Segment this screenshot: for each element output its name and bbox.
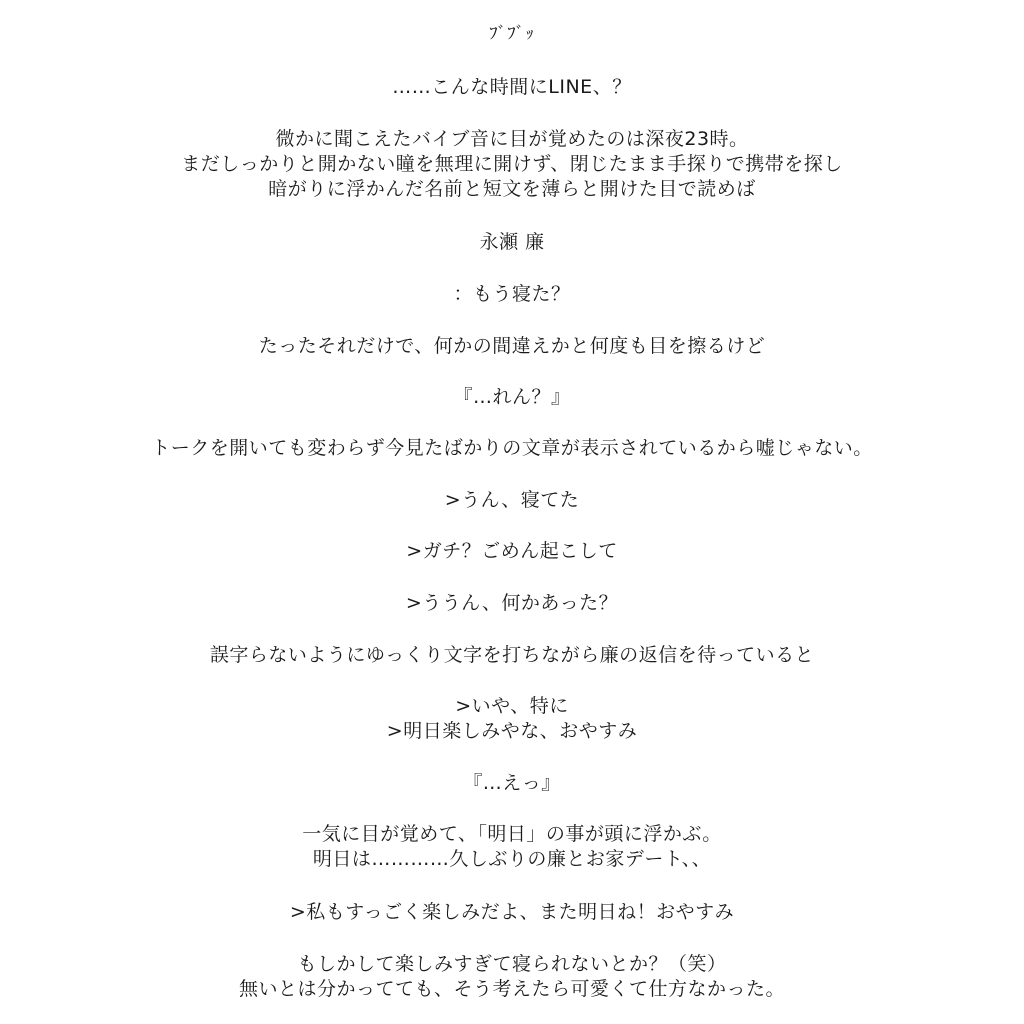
sound-effect-text: ﾌﾞﾌﾞｯ xyxy=(489,24,535,44)
dialogue-line: 『…れん？』 xyxy=(453,386,571,408)
story-line: たったそれだけで、何かの間違えかと何度も目を擦るけど xyxy=(258,335,766,357)
story-line: まだしっかりと開かない瞳を無理に開けず、閉じたまま手探りで携帯を探し xyxy=(181,153,843,175)
message-line: >ううん、何かあった？ xyxy=(405,592,619,614)
message-line: >いや、特に xyxy=(455,695,569,717)
story-line: トークを開いても変わらず今見たばかりの文章が表示されているから嘘じゃない。 xyxy=(151,437,873,459)
story-line: 微かに聞こえたバイブ音に目が覚めたのは深夜23時。 xyxy=(275,128,749,150)
message-line: ：もう寝た？ xyxy=(453,283,571,305)
story-line: 誤字らないようにゆっくり文字を打ちながら廉の返信を待っていると xyxy=(209,644,815,666)
message-line: >うん、寝てた xyxy=(444,489,580,511)
story-line: 明日は…………久しぶりの廉とお家デート、、 xyxy=(312,848,712,870)
message-line: >明日楽しみやな、おやすみ xyxy=(386,720,638,742)
dialogue-line: 『…えっ』 xyxy=(463,772,561,794)
story-line: 暗がりに浮かんだ名前と短文を薄らと開けた目で読めば xyxy=(268,178,756,200)
story-line: もしかして楽しみすぎて寝られないとか？（笑） xyxy=(297,953,727,975)
story-line: ……こんな時間にLINE、？ xyxy=(392,76,632,98)
story-line: 無いとは分かってても、そう考えたら可愛くて仕方なかった。 xyxy=(238,978,785,1000)
message-line: >私もすっごく楽しみだよ、また明日ね！おやすみ xyxy=(289,901,735,923)
message-line: >ガチ？ごめん起こして xyxy=(406,540,618,562)
sender-name: 永瀬 廉 xyxy=(479,231,545,253)
story-line: 一気に目が覚めて、「明日」の事が頭に浮かぶ。 xyxy=(302,823,722,845)
